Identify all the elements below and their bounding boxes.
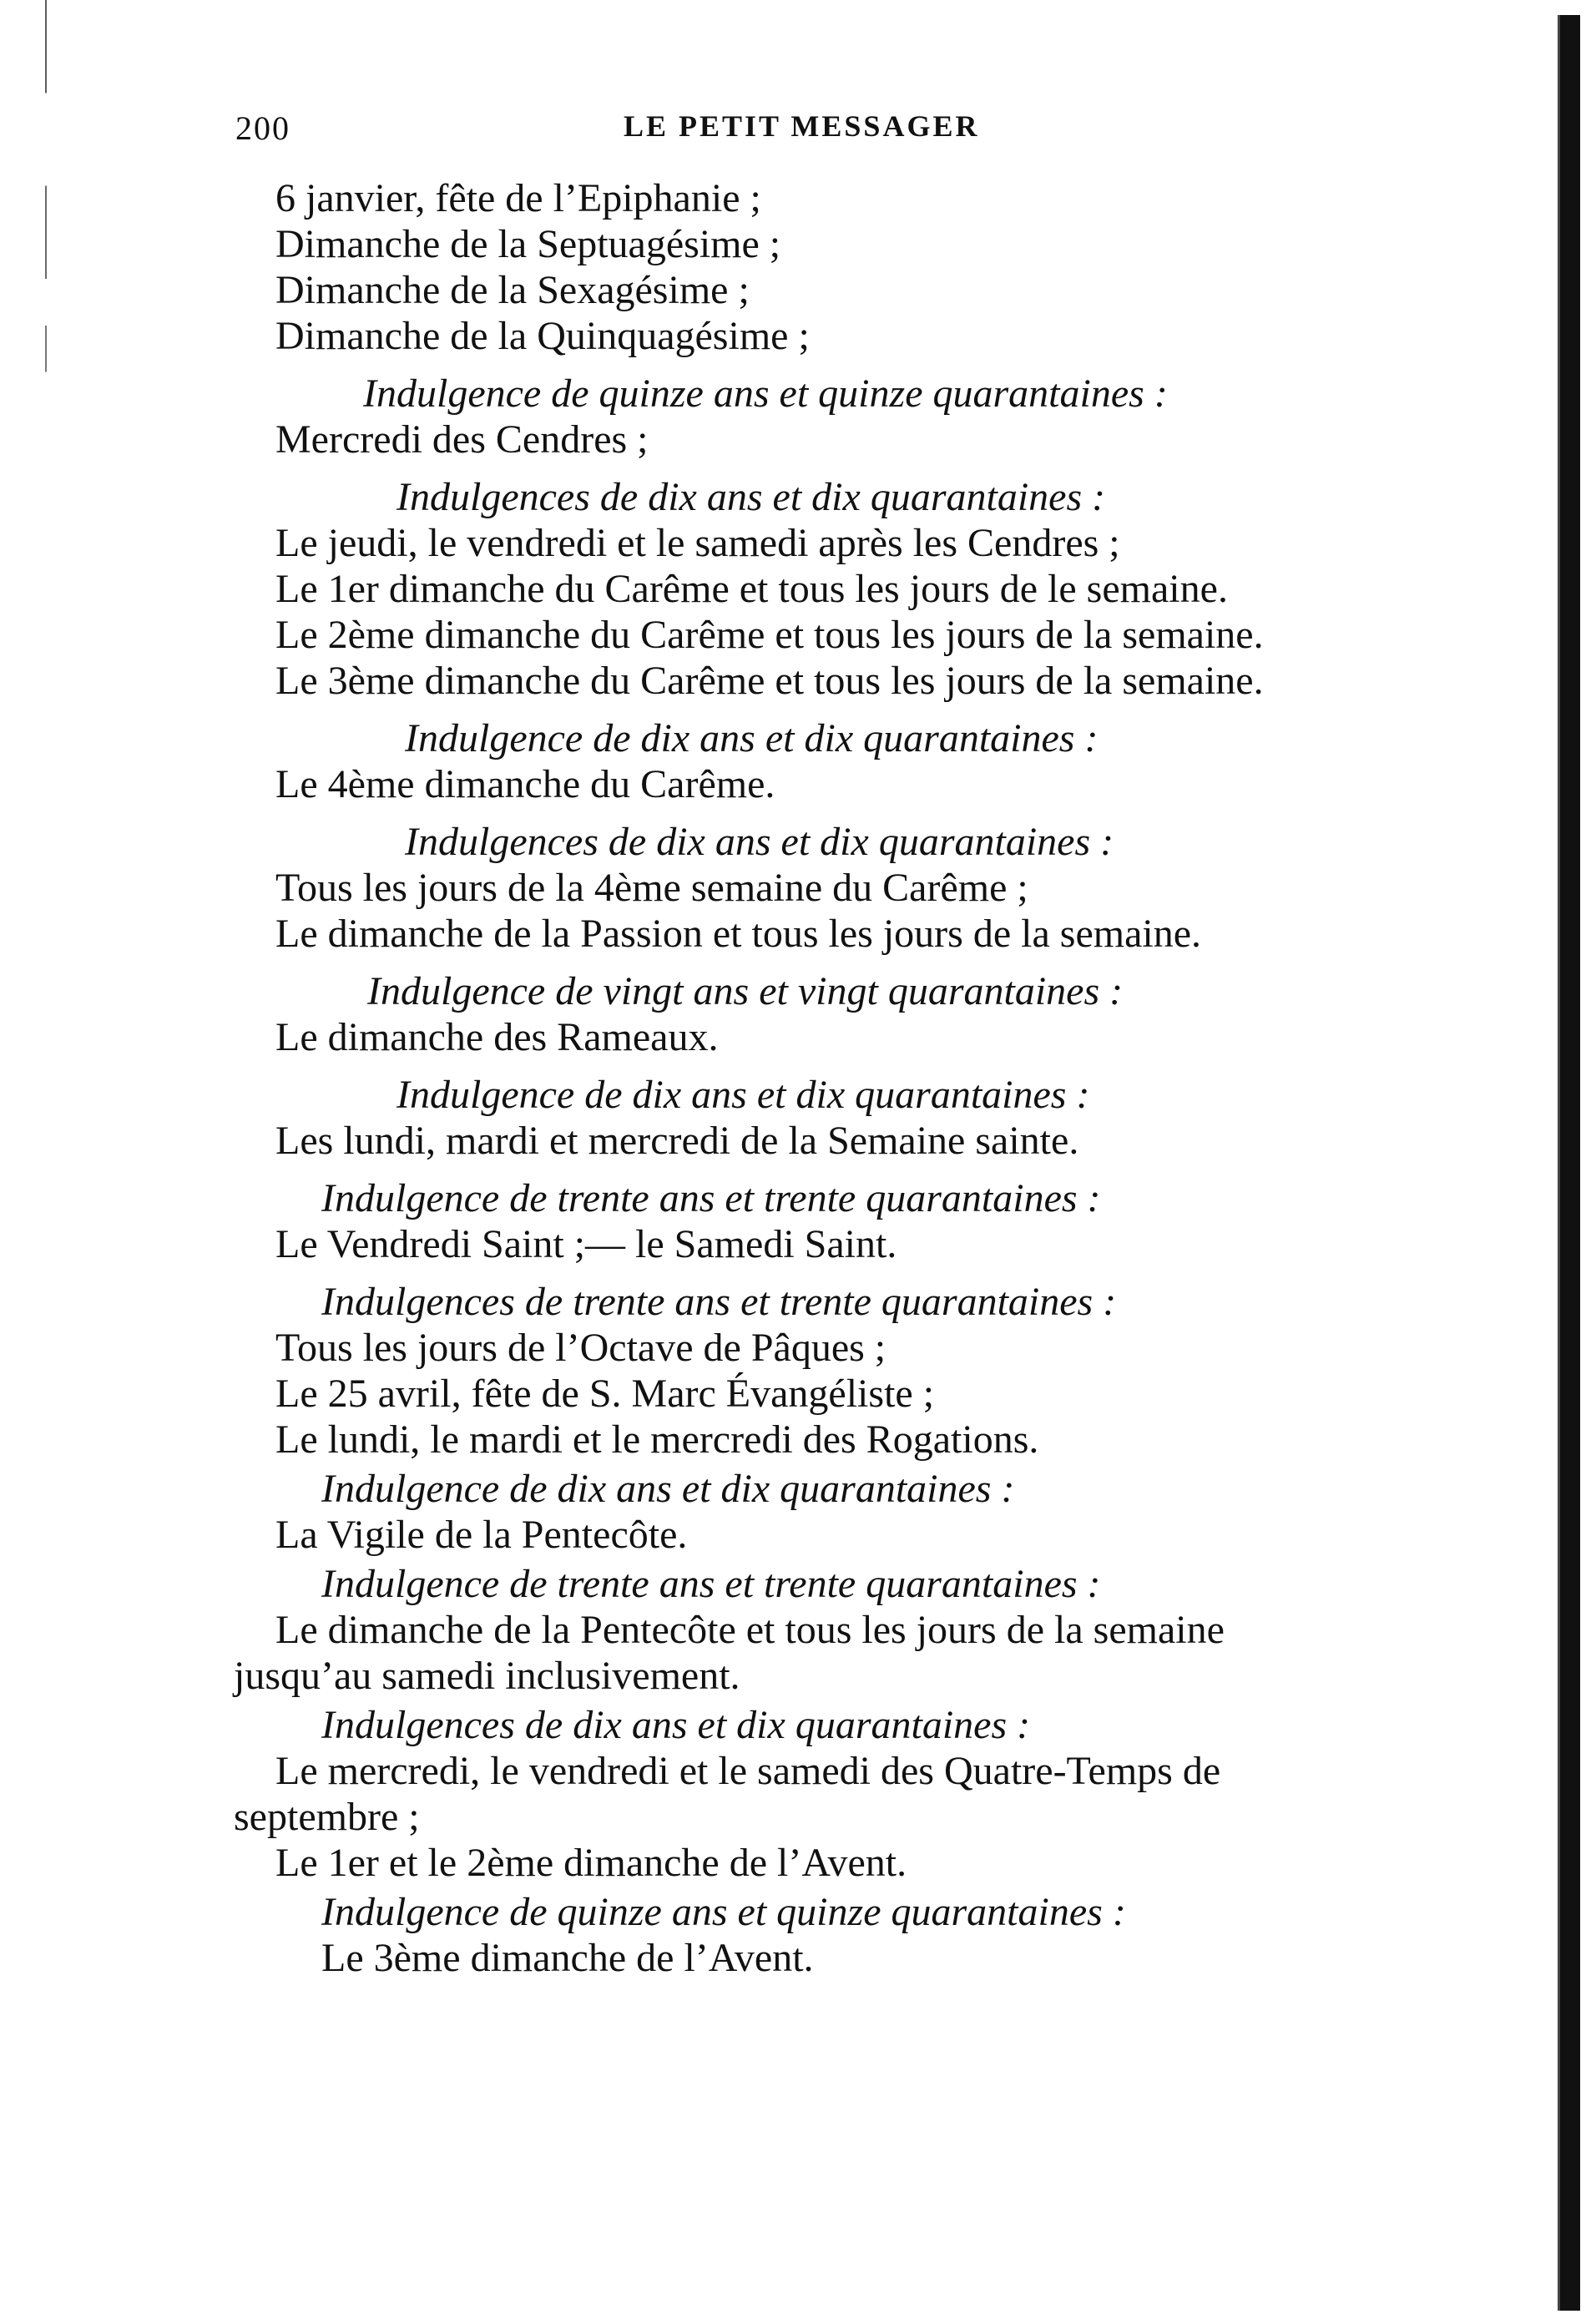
text-line: Le 2ème dimanche du Carême et tous les jours de la semaine. xyxy=(275,613,1264,657)
indulgence-heading: Indulgence de quinze ans et quinze quarantaines : xyxy=(321,1890,1126,1934)
indulgence-heading: Indulgences de trente ans et trente quarantaines : xyxy=(321,1280,1117,1324)
text-line: Dimanche de la Sexagésime ; xyxy=(275,268,750,312)
text-line: Dimanche de la Septuagésime ; xyxy=(275,222,781,266)
text-line: Le 3ème dimanche de l’Avent. xyxy=(321,1936,814,1980)
indulgence-heading: Indulgences de dix ans et dix quarantaines : xyxy=(405,820,1114,864)
indulgence-heading: Indulgence de vingt ans et vingt quarantaines : xyxy=(367,969,1124,1013)
text-line: Le dimanche des Rameaux. xyxy=(275,1015,719,1059)
text-line: Le dimanche de la Passion et tous les jours de la semaine. xyxy=(275,912,1202,956)
text-line: Les lundi, mardi et mercredi de la Semaine sainte. xyxy=(275,1119,1079,1163)
text-line: Le lundi, le mardi et le mercredi des Rogations. xyxy=(275,1417,1039,1462)
text-line: Le Vendredi Saint ;— le Samedi Saint. xyxy=(275,1222,897,1266)
text-line: Tous les jours de la 4ème semaine du Carême ; xyxy=(275,866,1028,910)
text-line: 6 janvier, fête de l’Epiphanie ; xyxy=(275,176,761,220)
text-line: Le dimanche de la Pentecôte et tous les jours de la semaine xyxy=(275,1608,1225,1652)
indulgence-heading: Indulgence de trente ans et trente quarantaines : xyxy=(321,1562,1101,1606)
indulgence-heading: Indulgence de quinze ans et quinze quarantaines : xyxy=(363,371,1168,416)
page-number: 200 xyxy=(235,109,290,147)
running-title: LE PETIT MESSAGER xyxy=(624,109,980,143)
text-line: Le 4ème dimanche du Carême. xyxy=(275,762,775,806)
indulgence-heading: Indulgence de dix ans et dix quarantaines : xyxy=(405,716,1099,760)
text-line: Le 3ème dimanche du Carême et tous les jours de la semaine. xyxy=(275,659,1264,703)
indulgence-heading: Indulgence de trente ans et trente quarantaines : xyxy=(321,1176,1101,1220)
page-header xyxy=(235,109,1404,150)
text-line: Le 1er dimanche du Carême et tous les jours de le semaine. xyxy=(275,567,1228,611)
text-line: Dimanche de la Quinquagésime ; xyxy=(275,314,810,358)
indulgence-heading: Indulgence de dix ans et dix quarantaines : xyxy=(396,1073,1090,1117)
indulgence-heading: Indulgences de dix ans et dix quarantaines : xyxy=(321,1703,1031,1747)
text-line: Mercredi des Cendres ; xyxy=(275,417,649,462)
binding-edge xyxy=(45,0,47,2324)
text-line: Le 25 avril, fête de S. Marc Évangéliste ; xyxy=(275,1372,935,1416)
text-line: Tous les jours de l’Octave de Pâques ; xyxy=(275,1326,886,1370)
indulgence-heading: Indulgences de dix ans et dix quarantaines : xyxy=(396,475,1106,519)
text-line: septembre ; xyxy=(234,1795,420,1839)
text-line: jusqu’au samedi inclusivement. xyxy=(234,1654,740,1698)
text-line: La Vigile de la Pentecôte. xyxy=(275,1513,688,1557)
page-edge-shadow xyxy=(1558,15,1580,2311)
indulgence-heading: Indulgence de dix ans et dix quarantaines : xyxy=(321,1467,1015,1511)
text-line: Le 1er et le 2ème dimanche de l’Avent. xyxy=(275,1841,907,1885)
text-line: Le jeudi, le vendredi et le samedi après les Cendres ; xyxy=(275,521,1120,565)
text-line: Le mercredi, le vendredi et le samedi des Quatre-Temps de xyxy=(275,1749,1221,1793)
page-body xyxy=(234,167,1419,1981)
